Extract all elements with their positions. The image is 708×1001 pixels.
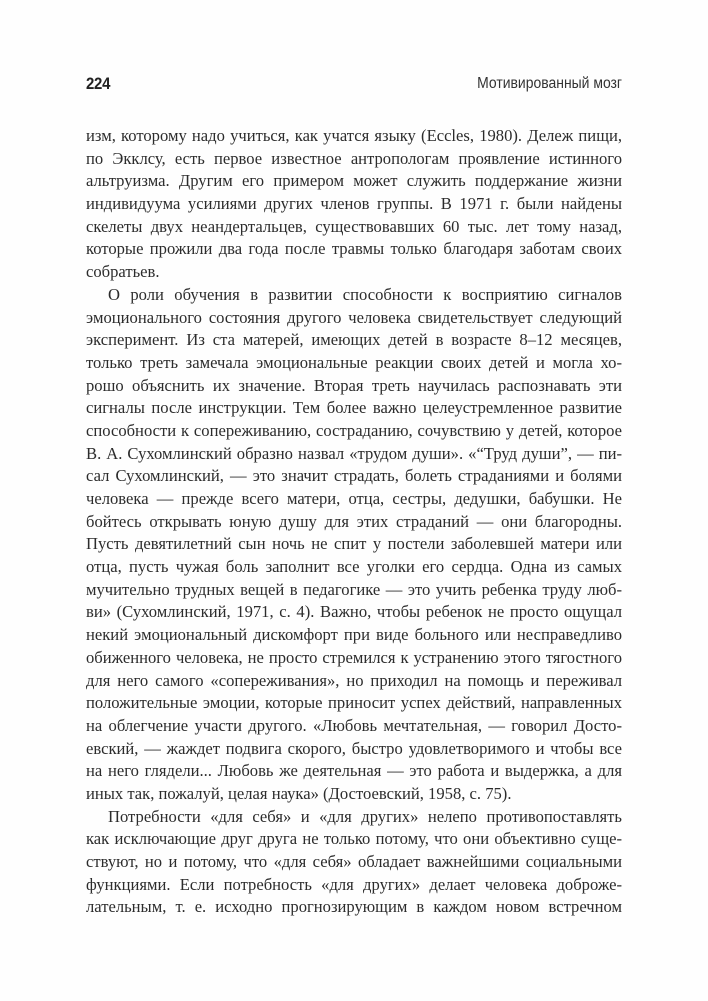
body-text xyxy=(86,125,622,919)
text-line: бойтесь открывать юную душу для этих страданий — они благородны. xyxy=(86,511,622,531)
text-line: О роли обучения в развитии способности к восприятию сигналов xyxy=(108,284,622,304)
text-line: способности к сопереживанию, состраданию, сочувствию у детей, которое xyxy=(86,420,622,440)
text-line: альтруизма. Другим его примером может служить поддержание жизни xyxy=(86,171,622,191)
text-line: ви» (Сухомлинский, 1971, с. 4). Важно, чтобы ребенок не просто ощущал xyxy=(86,602,622,622)
text-line: Потребности «для себя» и «для других» нелепо противопоставлять xyxy=(108,806,622,826)
text-line: только треть замечала эмоциональные реакции своих детей и могла хо- xyxy=(86,352,622,372)
book-title: Мотивированный мозг xyxy=(477,75,622,92)
text-line: собратьев. xyxy=(86,262,160,282)
text-line: эмоционального состояния другого человека свидетельствует следующий xyxy=(86,307,622,327)
text-line: индивидуума усилиями других членов группы. В 1971 г. были найдены xyxy=(86,194,622,214)
text-line: человека — прежде всего матери, отца, сестры, дедушки, бабушки. Не xyxy=(86,489,622,508)
text-line: на него глядели... Любовь же деятельная — это работа и выдержка, а для xyxy=(86,761,622,781)
text-line: на облегчение участи другого. «Любовь мечтательная, — говорил Досто- xyxy=(86,715,622,735)
text-line: В. А. Сухомлинский образно назвал «трудом души». «“Труд души”, — пи- xyxy=(86,443,622,463)
text-line: обиженного человека, не просто стремился к устранению этого тягостного xyxy=(86,647,622,667)
text-line: как исключающие друг друга не только потому, что они объективно суще- xyxy=(86,829,622,849)
text-line: функциями. Если потребность «для других» делает человека доброже- xyxy=(86,874,622,894)
page-number: 224 xyxy=(86,74,111,93)
text-line: изм, которому надо учиться, как учатся языку (Eccles, 1980). Дележ пищи, xyxy=(86,126,622,145)
text-line: положительные эмоции, которые приносит успех действий, направленных xyxy=(86,693,622,713)
text-line: которые прожили два года после травмы только благодаря заботам своих xyxy=(86,239,622,259)
text-line: скелеты двух неандертальцев, существовавших 60 тыс. лет тому назад, xyxy=(86,216,622,236)
text-line: иных так, пожалуй, целая наука» (Достоевский, 1958, с. 75). xyxy=(86,783,512,803)
text-line: мучительно трудных вещей в педагогике — это учить ребенка труду люб- xyxy=(86,579,622,599)
text-line: сигналы после инструкции. Тем более важно целеустремленное развитие xyxy=(86,398,622,418)
text-line: отца, пусть чужая боль заполнит все уголки его сердца. Одна из самых xyxy=(86,557,622,577)
text-line: сал Сухомлинский, — это значит страдать, болеть страданиями и болями xyxy=(86,466,622,486)
text-line: по Экклсу, есть первое известное антропологам проявление истинного xyxy=(86,148,622,168)
text-line: рошо объяснить их значение. Вторая треть научилась распознавать эти xyxy=(86,375,622,395)
text-line: Пусть девятилетний сын ночь не спит у постели заболевшей матери или xyxy=(86,534,622,554)
text-line: лательным, т. е. исходно прогнозирующим в каждом новом встречном xyxy=(86,897,622,917)
text-line: эксперимент. Из ста матерей, имеющих детей в возрасте 8–12 месяцев, xyxy=(86,330,622,350)
text-line: ствуют, но и потому, что «для себя» обладает важнейшими социальными xyxy=(86,852,622,871)
running-head xyxy=(86,74,622,96)
text-line: некий эмоциональный дискомфорт при виде больного или несправедливо xyxy=(86,625,622,645)
text-line: для него самого «сопереживания», но приходил на помощь и переживал xyxy=(86,670,622,690)
text-line: евский, — жаждет подвига скорого, быстро удовлетворимого и чтобы все xyxy=(86,738,622,758)
